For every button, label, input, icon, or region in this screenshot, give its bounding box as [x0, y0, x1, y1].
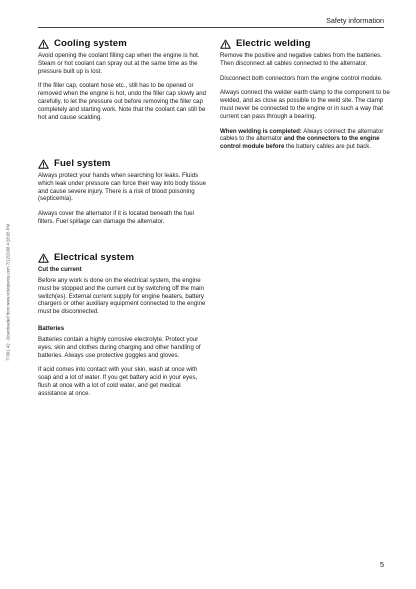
cooling-heading: [38, 38, 211, 49]
welding-completed-lead: When welding is completed:: [220, 127, 302, 135]
page-number: 5: [380, 560, 384, 569]
electrical-paragraph-1: Before any work is done on the electrical system, the engine must be stopped and the current cut by switching off the main switch(es). External current supply for engine heaters, battery chargers or other auxiliary equipment connected to the engine must be disconnected.: [38, 277, 206, 316]
fuel-heading-text: Fuel system: [54, 158, 111, 169]
welding-paragraph-4: [220, 128, 393, 151]
cooling-heading-text: Cooling system: [54, 38, 127, 49]
welding-p4-end: the battery cables are put back.: [284, 143, 372, 151]
batteries-subheading: Batteries: [38, 324, 65, 332]
cut-current-subheading: Cut the current: [38, 266, 82, 273]
header-title: Safety information: [326, 16, 384, 25]
warning-triangle-icon: [38, 39, 49, 49]
welding-paragraph-1: Remove the positive and negative cables from the batteries. Then disconnect all cables connected to the alternator.: [220, 52, 382, 67]
welding-section: [220, 38, 393, 158]
fuel-heading: [38, 158, 211, 169]
electrical-section: [38, 252, 211, 405]
electrical-paragraph-2: Batteries contain a highly corrosive electrolyte. Protect your eyes, skin and clothes during charging and other handling of batteries. Always use protective goggles and gloves.: [38, 335, 201, 359]
cooling-paragraph-1: Avoid opening the coolant filling cap when the engine is hot. Steam or hot coolant can spray out at the same time as the pressure built up is lost.: [38, 52, 200, 75]
cooling-section: [38, 38, 211, 128]
welding-heading-text: Electric welding: [236, 38, 311, 49]
welding-heading: [220, 38, 393, 49]
side-download-note: 77301 42 · Downloaded from www.volvopenta.com 7/12/2008 4:28:05 PM: [5, 224, 11, 361]
electrical-paragraph-3: If acid comes into contact with your skin, wash at once with soap and a lot of water. If you get battery acid in your eyes, flush at once with a lot of cold water, and get medical assistance at once.: [38, 366, 198, 397]
fuel-paragraph-1: Always protect your hands when searching for leaks. Fluids which leak under pressure can force their way into body tissue and cause severe injury. There is a risk of blood poisoning (septicemia).: [38, 172, 207, 203]
electrical-heading-text: Electrical system: [54, 252, 135, 263]
fuel-section: [38, 158, 211, 233]
welding-p4-mid: Always connect the alternator cables to the alternator: [220, 127, 384, 143]
welding-paragraph-3: Always connect the welder earth clamp to the component to be welded, and as close as possible to the weld site. The clamp must never be connected to the engine or in such a way that current can pass through a bearing.: [220, 89, 390, 120]
fuel-paragraph-2: Always cover the alternator if it is located beneath the fuel filters. Fuel spillage can damage the alternator.: [38, 210, 194, 225]
welding-paragraph-2: Disconnect both connectors from the engine control module.: [220, 74, 383, 82]
warning-triangle-icon: [38, 253, 49, 263]
welding-p4-bold-tail: and the connectors to the engine control module before: [220, 135, 380, 151]
cooling-paragraph-2: If the filler cap, coolant hose etc., still has to be opened or removed when the engine is hot, undo the filler cap slowly and carefully, to let the pressure out before removing the filler cap completely and starting work. Note that the coolant can still be hot and cause scalding.: [38, 82, 207, 121]
electrical-heading: [38, 252, 211, 263]
warning-triangle-icon: [38, 159, 49, 169]
warning-triangle-icon: [220, 39, 231, 49]
header-rule: [38, 27, 384, 28]
